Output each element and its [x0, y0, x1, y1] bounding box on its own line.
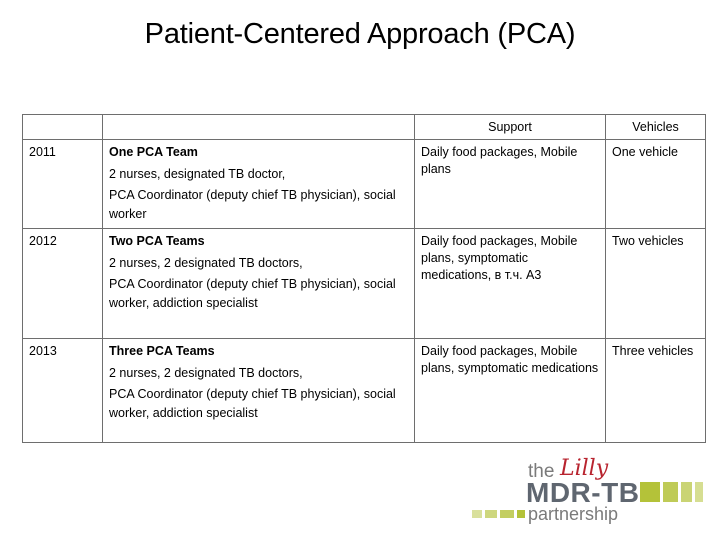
table-row [23, 140, 706, 229]
pca-table [22, 114, 706, 443]
team-cell [103, 140, 415, 229]
header-team [103, 115, 415, 140]
year-cell: 2013 [23, 339, 103, 443]
logo-square-decoration [681, 482, 692, 502]
logo-square-decoration [485, 510, 497, 518]
header-support: Support [415, 115, 606, 140]
logo-square-decoration [695, 482, 703, 502]
logo-square-decoration [500, 510, 514, 518]
header-year [23, 115, 103, 140]
page-title: Patient-Centered Approach (PCA) [144, 18, 576, 50]
staff-line: PCA Coordinator (deputy chief TB physician), social worker, addiction specialist [109, 387, 396, 420]
staff-line: PCA Coordinator (deputy chief TB physician), social worker [109, 188, 396, 221]
logo-square-decoration [472, 510, 482, 518]
header-vehicles: Vehicles [606, 115, 706, 140]
team-cell [103, 339, 415, 443]
vehicles-cell: Two vehicles [606, 229, 706, 339]
staff-line: 2 nurses, designated TB doctor, [109, 167, 286, 181]
table-row [23, 339, 706, 443]
staff-line: 2 nurses, 2 designated TB doctors, [109, 256, 303, 270]
vehicles-cell: Three vehicles [606, 339, 706, 443]
year-cell: 2012 [23, 229, 103, 339]
team-cell [103, 229, 415, 339]
year-cell: 2011 [23, 140, 103, 229]
table-row [23, 229, 706, 339]
lilly-mdr-tb-logo [470, 458, 705, 526]
logo-square-decoration [640, 482, 660, 502]
logo-square-decoration [517, 510, 525, 518]
vehicles-cell: One vehicle [606, 140, 706, 229]
team-title: One PCA Team [109, 145, 198, 159]
team-title: Two PCA Teams [109, 234, 205, 248]
staff-line: 2 nurses, 2 designated TB doctors, [109, 366, 303, 380]
table-header-row [23, 115, 706, 140]
support-cell: Daily food packages, Mobile plans [415, 140, 606, 229]
support-cell: Daily food packages, Mobile plans, symptomatic medications, в т.ч. А3 [415, 229, 606, 339]
logo-square-decoration [663, 482, 678, 502]
logo-lilly: Lilly [560, 456, 609, 481]
support-cell: Daily food packages, Mobile plans, symptomatic medications [415, 339, 606, 443]
logo-mdr-tb: MDR-TB [526, 477, 640, 508]
logo-the: the [528, 461, 555, 482]
logo-partnership: partnership [528, 504, 619, 524]
team-title: Three PCA Teams [109, 344, 215, 358]
staff-line: PCA Coordinator (deputy chief TB physician), social worker, addiction specialist [109, 277, 396, 310]
